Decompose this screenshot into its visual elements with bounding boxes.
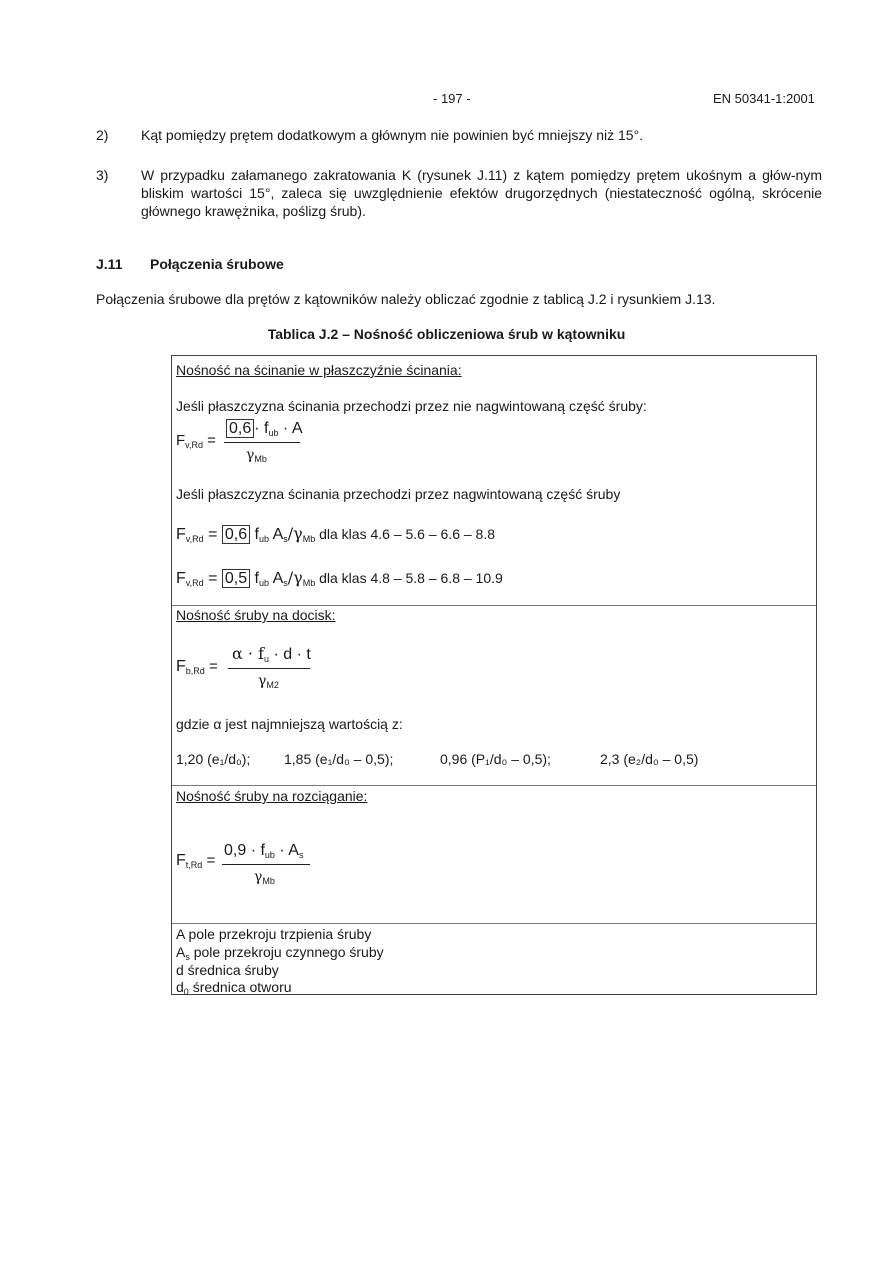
- item-number: 2): [96, 127, 109, 143]
- shear-heading: Nośność na ścinanie w płaszczyźnie ścinania:: [176, 362, 462, 378]
- shear-case2-text: Jeśli płaszczyzna ścinania przechodzi przez nagwintowaną część śruby: [176, 486, 621, 502]
- bearing-option: 1,20 (e₁/d₀);: [176, 751, 251, 767]
- bearing-where-text: gdzie α jest najmniejszą wartością z:: [176, 716, 403, 732]
- section-intro: Połączenia śrubowe dla prętów z kątowników należy obliczać zgodnie z tablicą J.2 i rysunkiem J.13.: [96, 291, 716, 307]
- shear-formula3: Fv,Rd = 0,5 fub As/γMb dla klas 4.8 – 5.8 – 6.8 – 10.9: [176, 568, 503, 588]
- section-number: J.11: [96, 256, 123, 272]
- legend-item: $d_0$ średnica otworu: [176, 979, 292, 997]
- tension-formula-lhs: $F_{t,Rd}$ =: [176, 852, 216, 870]
- bearing-formula-lhs: $F_{b,Rd}$ =: [176, 658, 218, 676]
- shear-formula1-lhs: $F_{v,Rd}$ =: [176, 432, 216, 450]
- legend-item: d średnica śruby: [176, 962, 279, 978]
- standard-number: EN 50341-1:2001: [713, 91, 815, 106]
- shear-formula2: Fv,Rd = 0,6 fub As/γMb dla klas 4.6 – 5.6 – 6.6 – 8.8: [176, 524, 496, 544]
- bolt-resistance-table: Nośność na ścinanie w płaszczyźnie ścinania: Jeśli płaszczyzna ścinania przechodzi przez nie nagwintowaną część śruby: $F_{v,Rd}$ = 0,6 · fub · A $\gamma_{Mb}$ Jeśli płaszczyzna ścinania przechodzi przez nagwintowaną część śruby Fv,Rd = 0,6 fub As/γMb dla klas 4.6 – 5.6 – 6.6 – 8.8 Fv,Rd = 0,5 fub As/γMb dla klas 4.8 – 5.8 – 6.8 – 10.9 Nośność śruby na docisk: $F_{b,Rd}$ = α · fu · d · t $\gamma_{M2}$ gdzie α jest najmniejszą wartością z: 1,20 (e₁/d₀); 1,85 (e₁/d₀ – 0,5); 0,96 (P₁/d₀ – 0,5); 2,3 (e₂/d₀ – 0,5) Nośność śruby na rozciąganie: $F_{t,Rd}$ = 0,9 · fub · As $\gamma_{Mb}$ A pole przekroju trzpienia śruby $A_s$ pole przekroju czynnego śruby d średnica śruby $d_0$ średnica otworu: [171, 355, 817, 995]
- shear-coefficient-box: 0,6: [226, 419, 254, 438]
- legend-item: $A_s$ pole przekroju czynnego śruby: [176, 944, 384, 962]
- table-divider: [172, 785, 816, 786]
- table-divider: [172, 605, 816, 606]
- section-title: Połączenia śrubowe: [150, 256, 284, 272]
- bearing-heading: Nośność śruby na docisk:: [176, 607, 336, 623]
- legend-item: A pole przekroju trzpienia śruby: [176, 926, 372, 942]
- item-text: W przypadku załamanego zakratowania K (rysunek J.11) z kątem pomiędzy prętem ukośnym a głów-nym bliskim wartości 15°, zaleca się uwzględnienie efektów drugorzędnych (niestateczność ogólną, skrócenie głównego krawężnika, poślizg śrub).: [141, 167, 822, 219]
- table-caption: Tablica J.2 – Nośność obliczeniowa śrub w kątowniku: [267, 326, 626, 342]
- item-number: 3): [96, 167, 109, 183]
- tension-heading: Nośność śruby na rozciąganie:: [176, 788, 368, 804]
- item-text: Kąt pomiędzy prętem dodatkowym a głównym nie powinien być mniejszy niż 15°.: [141, 127, 644, 143]
- page-number: - 197 -: [433, 91, 471, 106]
- bearing-option: 1,85 (e₁/d₀ – 0,5);: [284, 751, 394, 767]
- bearing-option: 2,3 (e₂/d₀ – 0,5): [600, 751, 699, 767]
- bearing-option: 0,96 (P₁/d₀ – 0,5);: [440, 751, 551, 767]
- shear-case1-text: Jeśli płaszczyzna ścinania przechodzi przez nie nagwintowaną część śruby:: [176, 398, 647, 414]
- table-divider: [172, 923, 816, 924]
